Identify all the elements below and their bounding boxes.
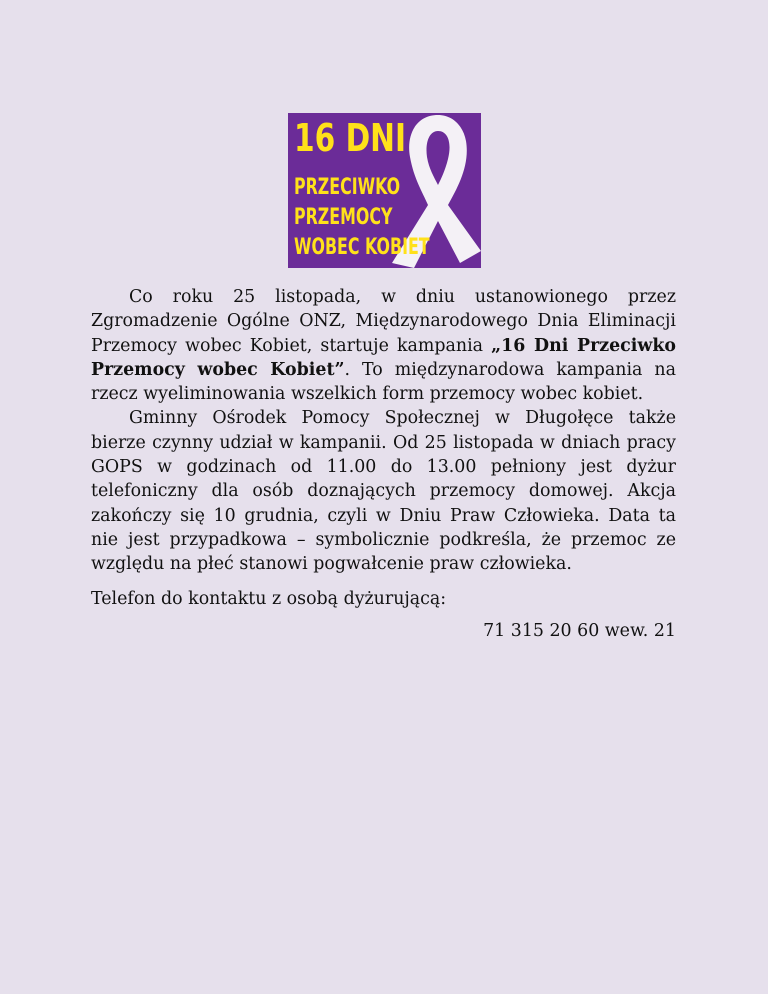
campaign-logo <box>288 113 481 268</box>
logo-line-1: PRZECIWKO <box>294 175 401 200</box>
phone-number: 71 315 20 60 wew. 21 <box>483 620 676 641</box>
paragraph-gops-participation: Gminny Ośrodek Pomocy Społecznej w Długołęce także bierze czynny udział w kampanii. Od 25 listopada w dniach pracy GOPS w godzinach od 11.00 do 13.00 pełniony jest dyżur telefoniczny dla osób doznających przemocy domowej. Akcja zakończy się 10 grudnia, czyli w Dniu Praw Człowieka. Data ta nie jest przypadkowa – symbolicznie podkreśla, że przemoc ze względu na płeć stanowi pogwałcenie praw człowieka. <box>91 408 676 575</box>
logo-line-3: WOBEC KOBIET <box>294 235 430 260</box>
campaign-name: „16 Dni Przeciwko Przemocy wobec Kobiet” <box>91 335 676 380</box>
logo-line-2: PRZEMOCY <box>294 205 393 230</box>
logo-line-big: 16 DNI <box>294 116 407 160</box>
paragraph-campaign-intro <box>91 285 676 406</box>
intro-text-end: . To międzynarodowa kampania na rzecz wyeliminowania wszelkich form przemocy wobec kobiet. <box>91 359 676 405</box>
contact-label: Telefon do kontaktu z osobą dyżurującą: <box>91 588 447 609</box>
document-body <box>91 285 676 643</box>
intro-text: Co roku 25 listopada, w dniu ustanowionego przez Zgromadzenie Ogólne ONZ, Międzynarodowego Dnia Eliminacji Przemocy wobec Kobiet, startuje kampania <box>91 287 676 356</box>
